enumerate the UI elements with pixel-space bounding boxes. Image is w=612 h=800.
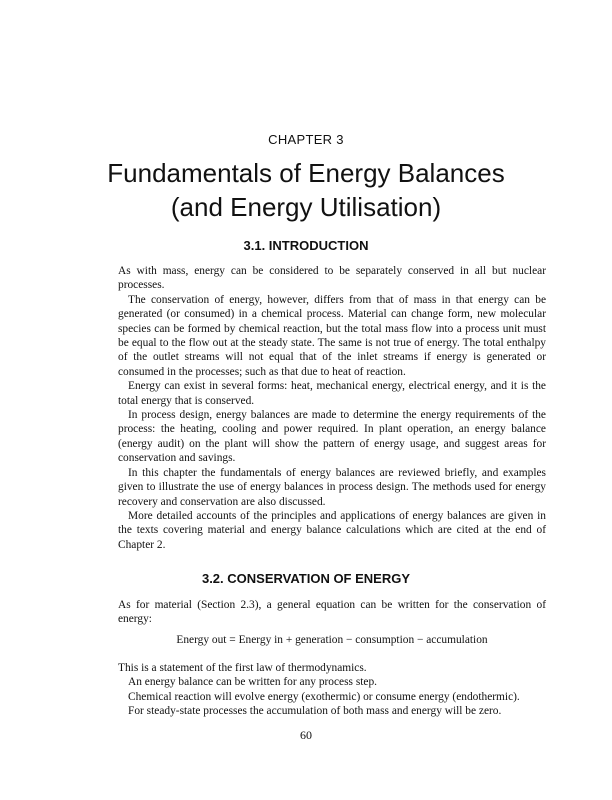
chapter-label: CHAPTER 3 (268, 132, 344, 147)
conservation-intro (118, 598, 546, 627)
title-line-2: (and Energy Utilisation) (170, 192, 442, 222)
paragraph: As for material (Section 2.3), a general equation can be written for the conservation of energy: (118, 599, 546, 626)
conservation-body (118, 661, 546, 719)
paragraph: As with mass, energy can be considered to be separately conserved in all but nuclear processes. (118, 265, 546, 292)
paragraph: This is a statement of the first law of thermodynamics. (118, 662, 367, 674)
paragraph: In process design, energy balances are made to determine the energy requirements of the process: the heating, cooling and power required. In plant operation, an energy balance (energy audit) on the plant will show the pattern of energy usage, and suggest areas for conservation and savings. (118, 409, 546, 465)
paragraph: An energy balance can be written for any process step. (128, 676, 378, 689)
paragraph: More detailed accounts of the principles and applications of energy balances are given in the texts covering material and energy balance calculations which are cited at the end of Chapter 2. (118, 509, 546, 551)
title-line-1: Fundamentals of Energy Balances (107, 158, 505, 188)
introduction-body (118, 264, 546, 552)
section-heading-introduction: 3.1. INTRODUCTION (243, 238, 369, 253)
paragraph: For steady-state processes the accumulation of both mass and energy will be zero. (128, 705, 502, 718)
energy-balance-equation: Energy out = Energy in + generation − consumption − accumulation (176, 634, 488, 646)
paragraph: Chemical reaction will evolve energy (exothermic) or consume energy (endothermic). (128, 690, 520, 703)
section-heading-conservation: 3.2. CONSERVATION OF ENERGY (201, 571, 411, 586)
paragraph: The conservation of energy, however, differs from that of mass in that energy can be generated (or consumed) in a chemical process. Material can change form, new molecular species can be formed by chemical reaction, but the total mass flow into a process unit must be equal to the flow out at the steady state. The same is not true of energy. The total enthalpy of the outlet streams will not equal that of the inlet streams if energy is generated or consumed in the processes; such as that due to heat of reaction. (118, 293, 546, 378)
chapter-title (0, 156, 612, 224)
page-number: 60 (300, 728, 312, 742)
paragraph: In this chapter the fundamentals of energy balances are reviewed briefly, and examples given to illustrate the use of energy balances in process design. The methods used for energy recovery and conservation are also discussed. (118, 466, 546, 508)
paragraph: Energy can exist in several forms: heat, mechanical energy, electrical energy, and it is the total energy that is conserved. (118, 380, 546, 407)
